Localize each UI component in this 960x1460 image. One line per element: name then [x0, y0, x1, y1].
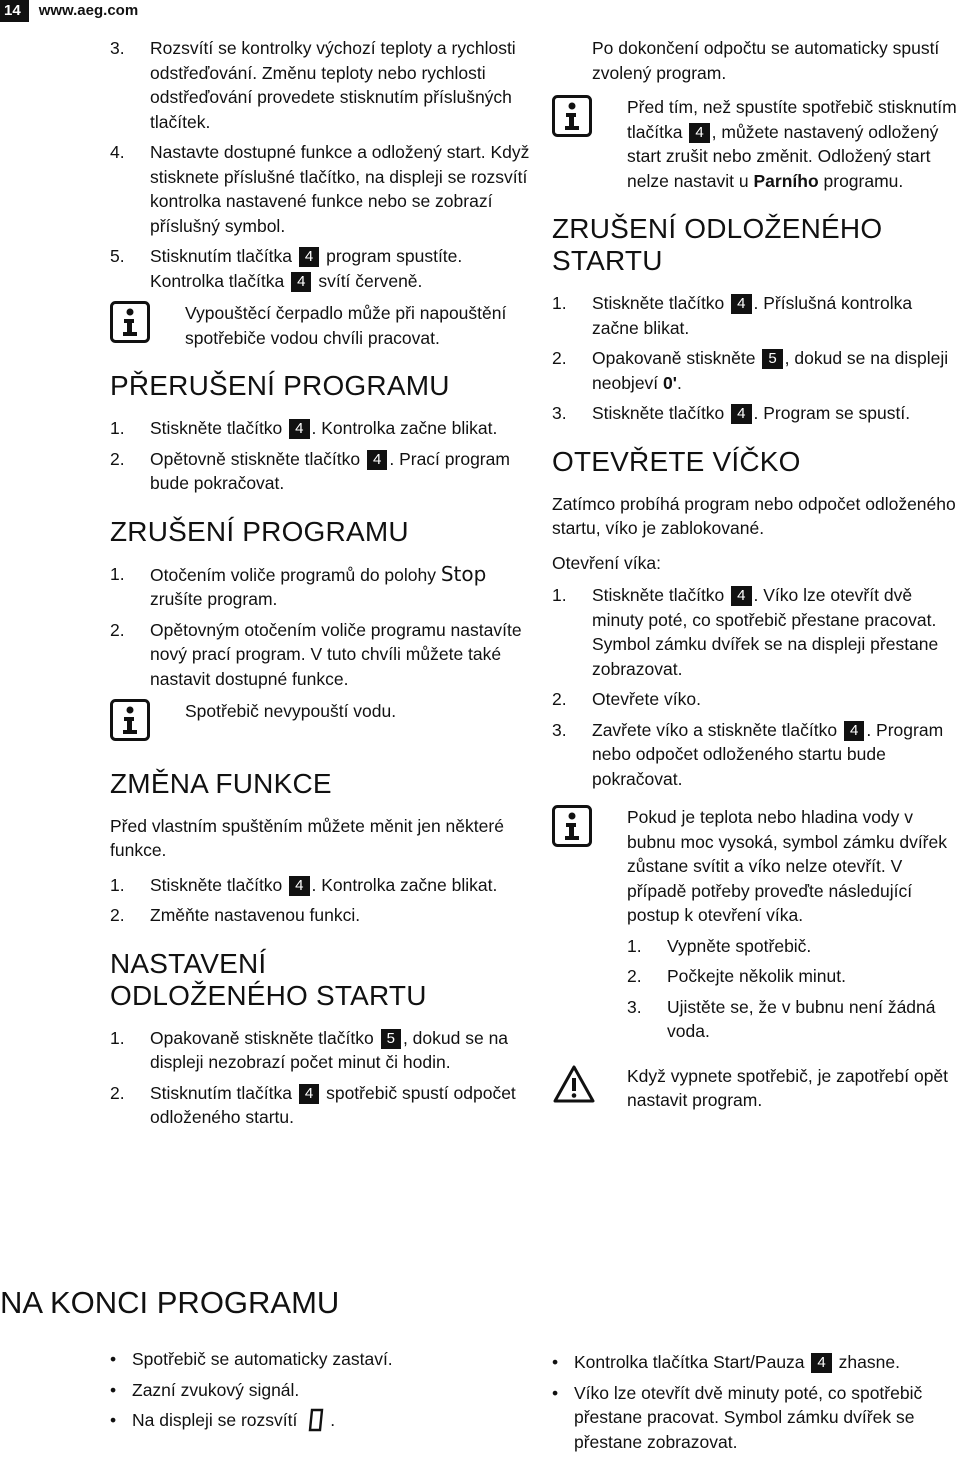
page-header	[0, 0, 170, 22]
note-text: Spotřebič nevypouští vodu.	[185, 701, 397, 721]
list-item: 1. Stiskněte tlačítko 4 . Kontrolka začne blikat.	[110, 874, 498, 895]
list-item: • Víko lze otevřít dvě minuty poté, co spotřebič přestane pracovat. Symbol zámku dvířek se přestane zobrazovat.	[552, 1382, 923, 1452]
button-key-label: 4	[299, 247, 319, 267]
button-key-label: 4	[811, 1353, 831, 1373]
list-item: 2. Opakovaně stiskněte 5 , dokud se na displeji neobjeví 0'.	[552, 348, 949, 393]
button-key-label: 4	[731, 586, 751, 606]
page-number: 14	[0, 0, 29, 22]
paragraph: Po dokončení odpočtu se automaticky spustí zvolený program.	[592, 38, 940, 83]
button-key-label: 4	[299, 1084, 319, 1104]
list-item: 1. Otočením voliče programů do polohy Stop zrušíte program.	[110, 561, 487, 609]
section-heading: PŘERUŠENÍ PROGRAMU	[110, 370, 450, 401]
button-key-label: 4	[689, 123, 709, 143]
list-item: 3. Ujistěte se, že v bubnu není žádná voda.	[627, 996, 936, 1041]
button-key-label: 4	[289, 419, 309, 439]
list-item: • Kontrolka tlačítka Start/Pauza 4 zhasne.	[552, 1352, 900, 1372]
list-item: 1. Stiskněte tlačítko 4 . Víko lze otevřít dvě minuty poté, co spotřebič přestane pracovat. Symbol zámku dvířek se na displeji přestane zobrazovat.	[552, 585, 939, 679]
stop-symbol: Stop	[440, 561, 487, 586]
paragraph: Zatímco probíhá program nebo odpočet odloženého startu, víko je zablokované.	[552, 493, 956, 538]
paragraph: Před vlastním spuštěním můžete měnit jen některé funkce.	[110, 815, 504, 860]
button-key-label: 5	[762, 349, 782, 369]
list-item: 3. Zavřete víko a stiskněte tlačítko 4 . Program nebo odpočet odloženého startu bude pokračovat.	[552, 719, 944, 789]
list-item: 3. Stiskněte tlačítko 4 . Program se spustí.	[552, 403, 911, 423]
note-text: Před tím, než spustíte spotřebič stisknutím tlačítka 4 , můžete nastavený odložený start zrušit nebo změnit. Odložený start nelze nastavit u Parního programu.	[627, 97, 957, 191]
button-key-label: 4	[367, 450, 387, 470]
list-item: 2. Změňte nastavenou funkci.	[110, 905, 361, 925]
info-icon	[552, 95, 627, 193]
list-item: 4. Nastavte dostupné funkce a odložený start. Když stisknete příslušné tlačítko, na displeji se rozsvítí kontrolka nastavené funkce nebo se zobrazí příslušný symbol.	[110, 142, 530, 236]
section-heading: NASTAVENÍ ODLOŽENÉHO STARTU	[110, 947, 427, 1011]
subheading: Otevření víka:	[552, 552, 661, 573]
section-heading: ZRUŠENÍ ODLOŽENÉHO STARTU	[552, 213, 883, 276]
button-key-label: 4	[731, 404, 751, 424]
site-url: www.aeg.com	[38, 2, 139, 19]
button-key-label: 4	[844, 721, 864, 741]
section-heading: NA KONCI PROGRAMU	[0, 1285, 340, 1320]
end-left-list	[110, 1347, 530, 1439]
section-heading: OTEVŘETE VÍČKO	[552, 445, 801, 477]
info-note	[110, 301, 530, 350]
info-note	[552, 95, 957, 193]
list-item: 2. Opětovným otočením voliče programu nastavíte nový prací program. V tuto chvíli můžete také nastavit dostupné funkce.	[110, 619, 522, 689]
section-heading: ZRUŠENÍ PROGRAMU	[110, 515, 409, 547]
info-icon	[552, 805, 627, 1050]
button-key-label: 4	[291, 272, 311, 292]
list-item: 5. Stisknutím tlačítka 4 program spustíte. Kontrolka tlačítka 4 svítí červeně.	[110, 246, 463, 291]
list-item: 3. Rozsvítí se kontrolky výchozí teploty a rychlosti odstřeďování. Změnu teploty nebo rychlosti odstřeďování provedete stisknutím příslušných tlačítek.	[110, 38, 516, 132]
list-item: 1. Opakovaně stiskněte tlačítko 5 , dokud se na displeji nezobrazí počet minut či hodin.	[110, 1027, 509, 1072]
left-column	[110, 36, 530, 1136]
info-icon	[110, 301, 185, 350]
button-key-label: 4	[289, 876, 309, 896]
list-item: • Zazní zvukový signál.	[110, 1379, 300, 1400]
list-item: 2. Otevřete víko.	[552, 689, 701, 709]
end-right-list	[552, 1350, 957, 1460]
button-key-label: 4	[731, 294, 751, 314]
list-item: 2. Opětovně stiskněte tlačítko 4 . Prací program bude pokračovat.	[110, 448, 510, 493]
list-item: • Spotřebič se automaticky zastaví.	[110, 1349, 393, 1369]
right-column	[552, 36, 957, 1127]
section-heading: ZMĚNA FUNKCE	[110, 767, 332, 799]
info-note	[552, 805, 957, 1050]
list-item: 2. Stisknutím tlačítka 4 spotřebič spustí odpočet odloženého startu.	[110, 1082, 516, 1127]
warning-text: Když vypnete spotřebič, je zapotřebí opět nastavit program.	[627, 1065, 949, 1110]
note-text: Vypouštěcí čerpadlo může při napouštění spotřebiče vodou chvíli pracovat.	[185, 303, 507, 348]
warning-icon	[552, 1064, 627, 1113]
list-item: 1. Stiskněte tlačítko 4 . Kontrolka začne blikat.	[110, 418, 498, 438]
list-item: 1. Vypněte spotřebič.	[627, 935, 812, 956]
list-item: 2. Počkejte několik minut.	[627, 966, 846, 986]
display-zero-symbol	[306, 1408, 326, 1432]
list-item: • Na displeji se rozsvítí .	[110, 1410, 336, 1430]
button-key-label: 5	[381, 1029, 401, 1049]
info-icon	[110, 699, 185, 748]
info-note	[110, 699, 530, 748]
note-text: Pokud je teplota nebo hladina vody v bubnu moc vysoká, symbol zámku dvířek zůstane svítit a víko nelze otevřít. V případě potřeby proveďte následující postup k otevření víka.	[627, 807, 947, 925]
list-item: 1. Stiskněte tlačítko 4 . Příslušná kontrolka začne blikat.	[552, 293, 913, 338]
warning-note	[552, 1064, 957, 1113]
end-section-heading-wrap	[0, 1286, 339, 1320]
